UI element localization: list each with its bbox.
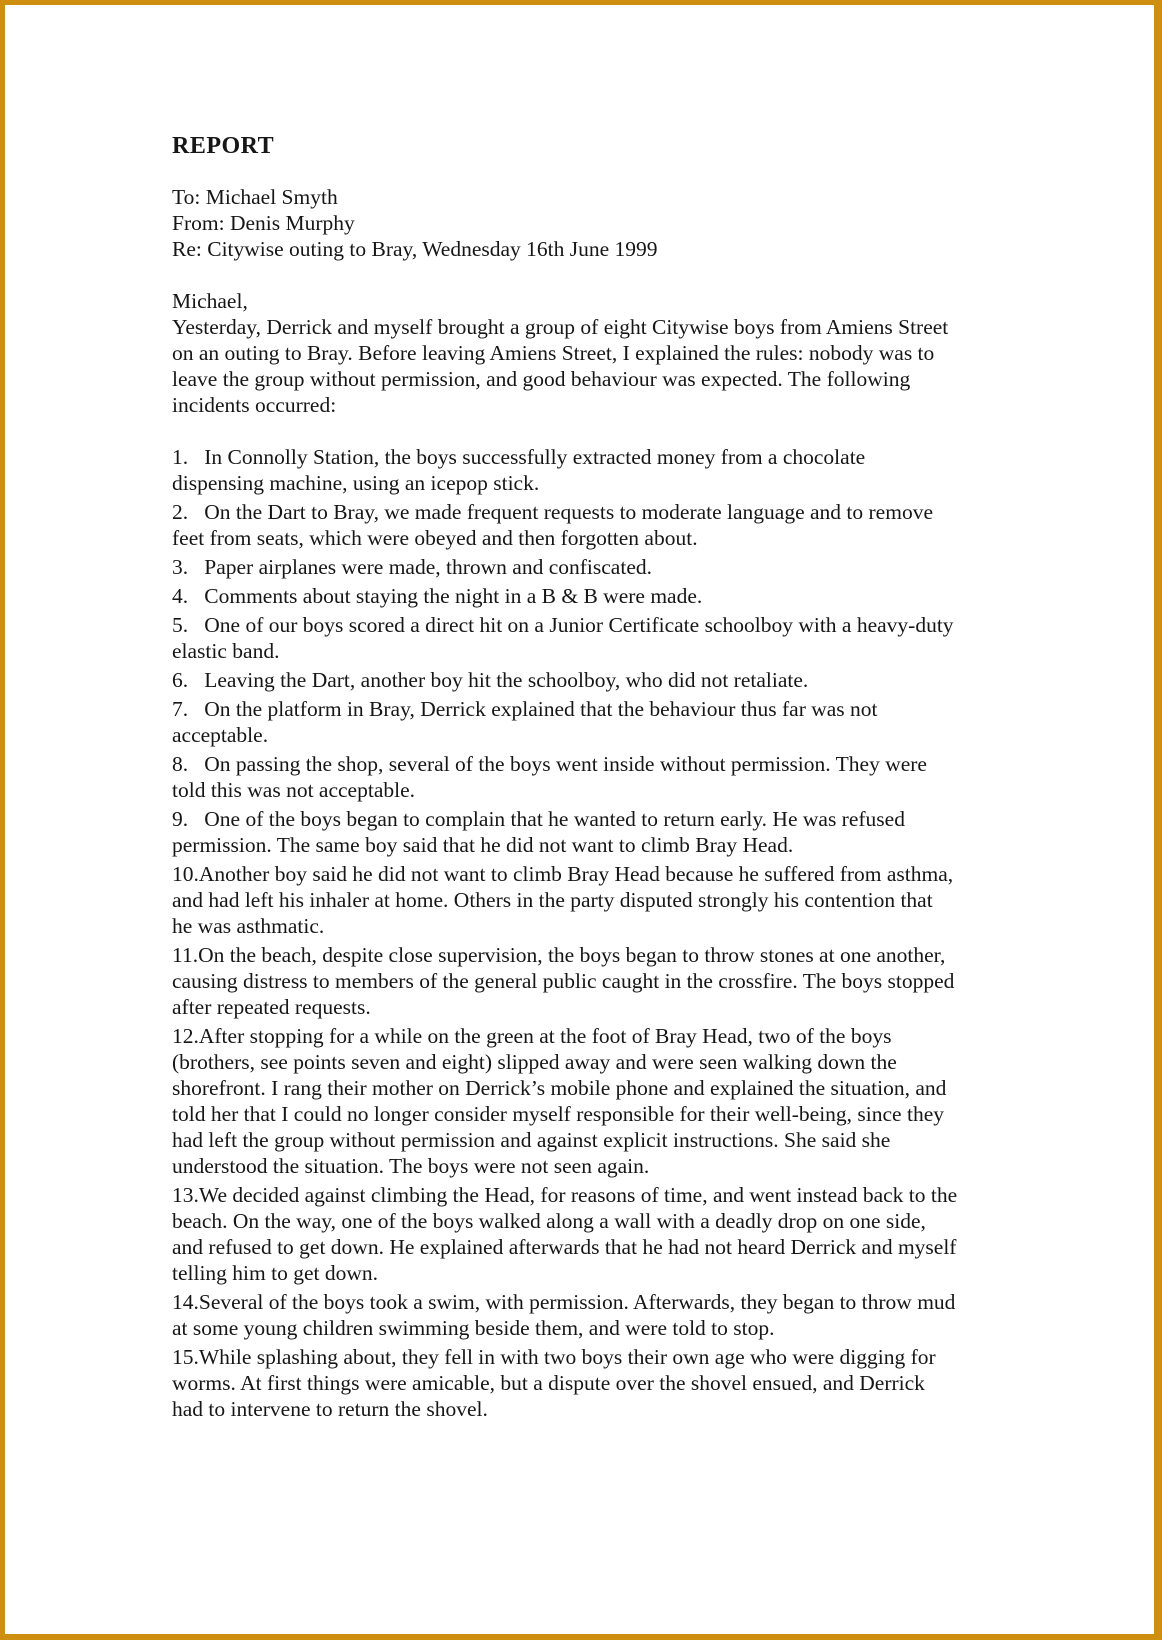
meta-re-line: Re: Citywise outing to Bray, Wednesday 16th June 1999 bbox=[172, 237, 658, 261]
incident-item: 11.On the beach, despite close supervision, the boys began to throw stones at one another, causing distress to members of the general public caught in the crossfire. The boys stopped after repeated requests. bbox=[172, 943, 960, 1019]
report-title: REPORT bbox=[172, 133, 275, 159]
incident-item: 6. Leaving the Dart, another boy hit the schoolboy, who did not retaliate. bbox=[172, 668, 809, 692]
incident-item: 7. On the platform in Bray, Derrick explained that the behaviour thus far was not acceptable. bbox=[172, 697, 883, 747]
incident-item: 3. Paper airplanes were made, thrown and confiscated. bbox=[172, 555, 652, 579]
incident-item: 4. Comments about staying the night in a B & B were made. bbox=[172, 584, 703, 608]
incident-item: 5. One of our boys scored a direct hit on a Junior Certificate schoolboy with a heavy-duty elastic band. bbox=[172, 613, 959, 663]
meta-to-line: To: Michael Smyth bbox=[172, 185, 338, 209]
salutation-line: Michael, bbox=[172, 289, 248, 313]
incident-item: 13.We decided against climbing the Head, for reasons of time, and went instead back to the beach. On the way, one of the boys walked along a wall with a deadly drop on one side, and refused to get down. He explained afterwards that he had not heard Derrick and myself telling him to get down. bbox=[172, 1183, 963, 1285]
report-body bbox=[172, 133, 963, 1425]
intro-paragraph: Yesterday, Derrick and myself brought a group of eight Citywise boys from Amiens Street on an outing to Bray. Before leaving Amiens Street, I explained the rules: nobody was to leave the group without permission, and good behaviour was expected. The following incidents occurred: bbox=[172, 315, 949, 417]
report-meta-block bbox=[172, 184, 958, 262]
incident-item: 12.After stopping for a while on the green at the foot of Bray Head, two of the boys (brothers, see points seven and eight) slipped away and were seen walking down the shorefront. I rang their mother on Derrick’s mobile phone and explained the situation, and told her that I could no longer consider myself responsible for their well-being, since they had left the group without permission and against explicit instructions. She said she understood the situation. The boys were not seen again. bbox=[172, 1024, 952, 1178]
meta-from-line: From: Denis Murphy bbox=[172, 211, 355, 235]
incident-item: 9. One of the boys began to complain that he wanted to return early. He was refused permission. The same boy said that he did not want to climb Bray Head. bbox=[172, 807, 911, 857]
report-intro-block bbox=[172, 288, 958, 418]
incident-item: 1. In Connolly Station, the boys successfully extracted money from a chocolate dispensing machine, using an icepop stick. bbox=[172, 445, 871, 495]
incident-item: 2. On the Dart to Bray, we made frequent requests to moderate language and to remove feet from seats, which were obeyed and then forgotten about. bbox=[172, 500, 939, 550]
incident-item: 15.While splashing about, they fell in with two boys their own age who were digging for worms. At first things were amicable, but a dispute over the shovel ensued, and Derrick had to intervene to return the shovel. bbox=[172, 1345, 942, 1421]
incident-item: 8. On passing the shop, several of the boys went inside without permission. They were told this was not acceptable. bbox=[172, 752, 933, 802]
incident-item: 14.Several of the boys took a swim, with permission. Afterwards, they began to throw mud at some young children swimming beside them, and were told to stop. bbox=[172, 1290, 961, 1340]
incident-list bbox=[172, 444, 963, 1422]
incident-item: 10.Another boy said he did not want to climb Bray Head because he suffered from asthma, and had left his inhaler at home. Others in the party disputed strongly his contention that he was asthmatic. bbox=[172, 862, 959, 938]
